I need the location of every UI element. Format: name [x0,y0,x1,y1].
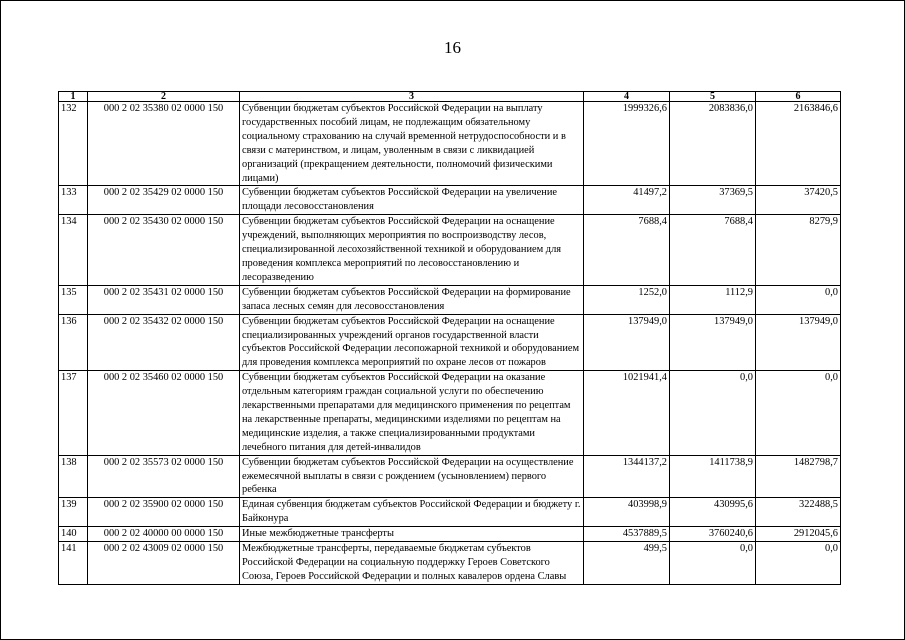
value-col-6: 8279,9 [756,215,841,286]
budget-code: 000 2 02 35431 02 0000 150 [88,285,240,314]
table-row [59,455,841,498]
table-row [59,314,841,371]
value-col-5: 137949,0 [670,314,756,371]
row-number: 141 [59,542,88,585]
header-row [59,92,841,102]
row-description: Субвенции бюджетам субъектов Российской Федерации на осуществление ежемесячной выплаты в связи с рождением (усыновлением) первого ребенка [240,455,584,498]
table-row [59,371,841,455]
value-col-4: 41497,2 [584,186,670,215]
budget-code: 000 2 02 35429 02 0000 150 [88,186,240,215]
header-col-2: 2 [88,92,240,102]
value-col-5: 37369,5 [670,186,756,215]
table-row [59,498,841,527]
row-description: Иные межбюджетные трансферты [240,527,584,542]
value-col-4: 1999326,6 [584,102,670,186]
value-col-4: 1252,0 [584,285,670,314]
value-col-4: 1021941,4 [584,371,670,455]
value-col-6: 1482798,7 [756,455,841,498]
row-number: 138 [59,455,88,498]
value-col-5: 1112,9 [670,285,756,314]
header-col-6: 6 [756,92,841,102]
budget-table [58,91,841,585]
value-col-5: 2083836,0 [670,102,756,186]
budget-code: 000 2 02 43009 02 0000 150 [88,542,240,585]
budget-code: 000 2 02 35900 02 0000 150 [88,498,240,527]
value-col-6: 0,0 [756,542,841,585]
table-row [59,102,841,186]
row-number: 139 [59,498,88,527]
value-col-4: 4537889,5 [584,527,670,542]
value-col-5: 1411738,9 [670,455,756,498]
row-number: 133 [59,186,88,215]
row-number: 136 [59,314,88,371]
value-col-5: 7688,4 [670,215,756,286]
row-description: Единая субвенция бюджетам субъектов Российской Федерации и бюджету г. Байконура [240,498,584,527]
table-row [59,285,841,314]
value-col-6: 37420,5 [756,186,841,215]
row-description: Субвенции бюджетам субъектов Российской Федерации на оказание отдельным категориям граждан социальной услуги по обеспечению лекарственными препаратами для медицинского применения по рецептам на лекарственные препараты, медицинскими изделиями по рецептам на медицинские изделия, а также специализированными продуктами лечебного питания для детей-инвалидов [240,371,584,455]
table-row [59,215,841,286]
value-col-6: 0,0 [756,285,841,314]
value-col-5: 0,0 [670,371,756,455]
header-col-3: 3 [240,92,584,102]
header-col-5: 5 [670,92,756,102]
page-number: 16 [444,38,461,57]
value-col-6: 322488,5 [756,498,841,527]
row-number: 137 [59,371,88,455]
value-col-4: 403998,9 [584,498,670,527]
row-description: Межбюджетные трансферты, передаваемые бюджетам субъектов Российской Федерации на социальную поддержку Героев Советского Союза, Героев Российской Федерации и полных кавалеров ордена Славы [240,542,584,585]
row-description: Субвенции бюджетам субъектов Российской Федерации на увеличение площади лесовосстановления [240,186,584,215]
budget-code: 000 2 02 40000 00 0000 150 [88,527,240,542]
row-number: 132 [59,102,88,186]
budget-code: 000 2 02 35380 02 0000 150 [88,102,240,186]
row-number: 140 [59,527,88,542]
value-col-5: 3760240,6 [670,527,756,542]
value-col-4: 1344137,2 [584,455,670,498]
table-row [59,186,841,215]
table-row [59,542,841,585]
budget-code: 000 2 02 35432 02 0000 150 [88,314,240,371]
value-col-4: 7688,4 [584,215,670,286]
budget-code: 000 2 02 35460 02 0000 150 [88,371,240,455]
row-number: 135 [59,285,88,314]
row-description: Субвенции бюджетам субъектов Российской Федерации на выплату государственных пособий лицам, не подлежащим обязательному социальному страхованию на случай временной нетрудоспособности и в связи с материнством, и лицам, уволенным в связи с ликвидацией организаций (прекращением деятельности, полномочий физическими лицами) [240,102,584,186]
header-col-1: 1 [59,92,88,102]
row-number: 134 [59,215,88,286]
value-col-6: 2912045,6 [756,527,841,542]
header-col-4: 4 [584,92,670,102]
table-row [59,527,841,542]
budget-code: 000 2 02 35430 02 0000 150 [88,215,240,286]
row-description: Субвенции бюджетам субъектов Российской Федерации на формирование запаса лесных семян для лесовосстановления [240,285,584,314]
value-col-6: 2163846,6 [756,102,841,186]
value-col-6: 137949,0 [756,314,841,371]
value-col-5: 430995,6 [670,498,756,527]
value-col-6: 0,0 [756,371,841,455]
value-col-5: 0,0 [670,542,756,585]
value-col-4: 137949,0 [584,314,670,371]
budget-code: 000 2 02 35573 02 0000 150 [88,455,240,498]
row-description: Субвенции бюджетам субъектов Российской Федерации на оснащение специализированных учреждений органов государственной власти субъектов Российской Федерации лесопожарной техникой и оборудованием для проведения комплекса мероприятий по охране лесов от пожаров [240,314,584,371]
value-col-4: 499,5 [584,542,670,585]
row-description: Субвенции бюджетам субъектов Российской Федерации на оснащение учреждений, выполняющих мероприятия по воспроизводству лесов, специализированной лесохозяйственной техникой и оборудованием для проведения комплекса мероприятий по лесовосстановлению и лесоразведению [240,215,584,286]
